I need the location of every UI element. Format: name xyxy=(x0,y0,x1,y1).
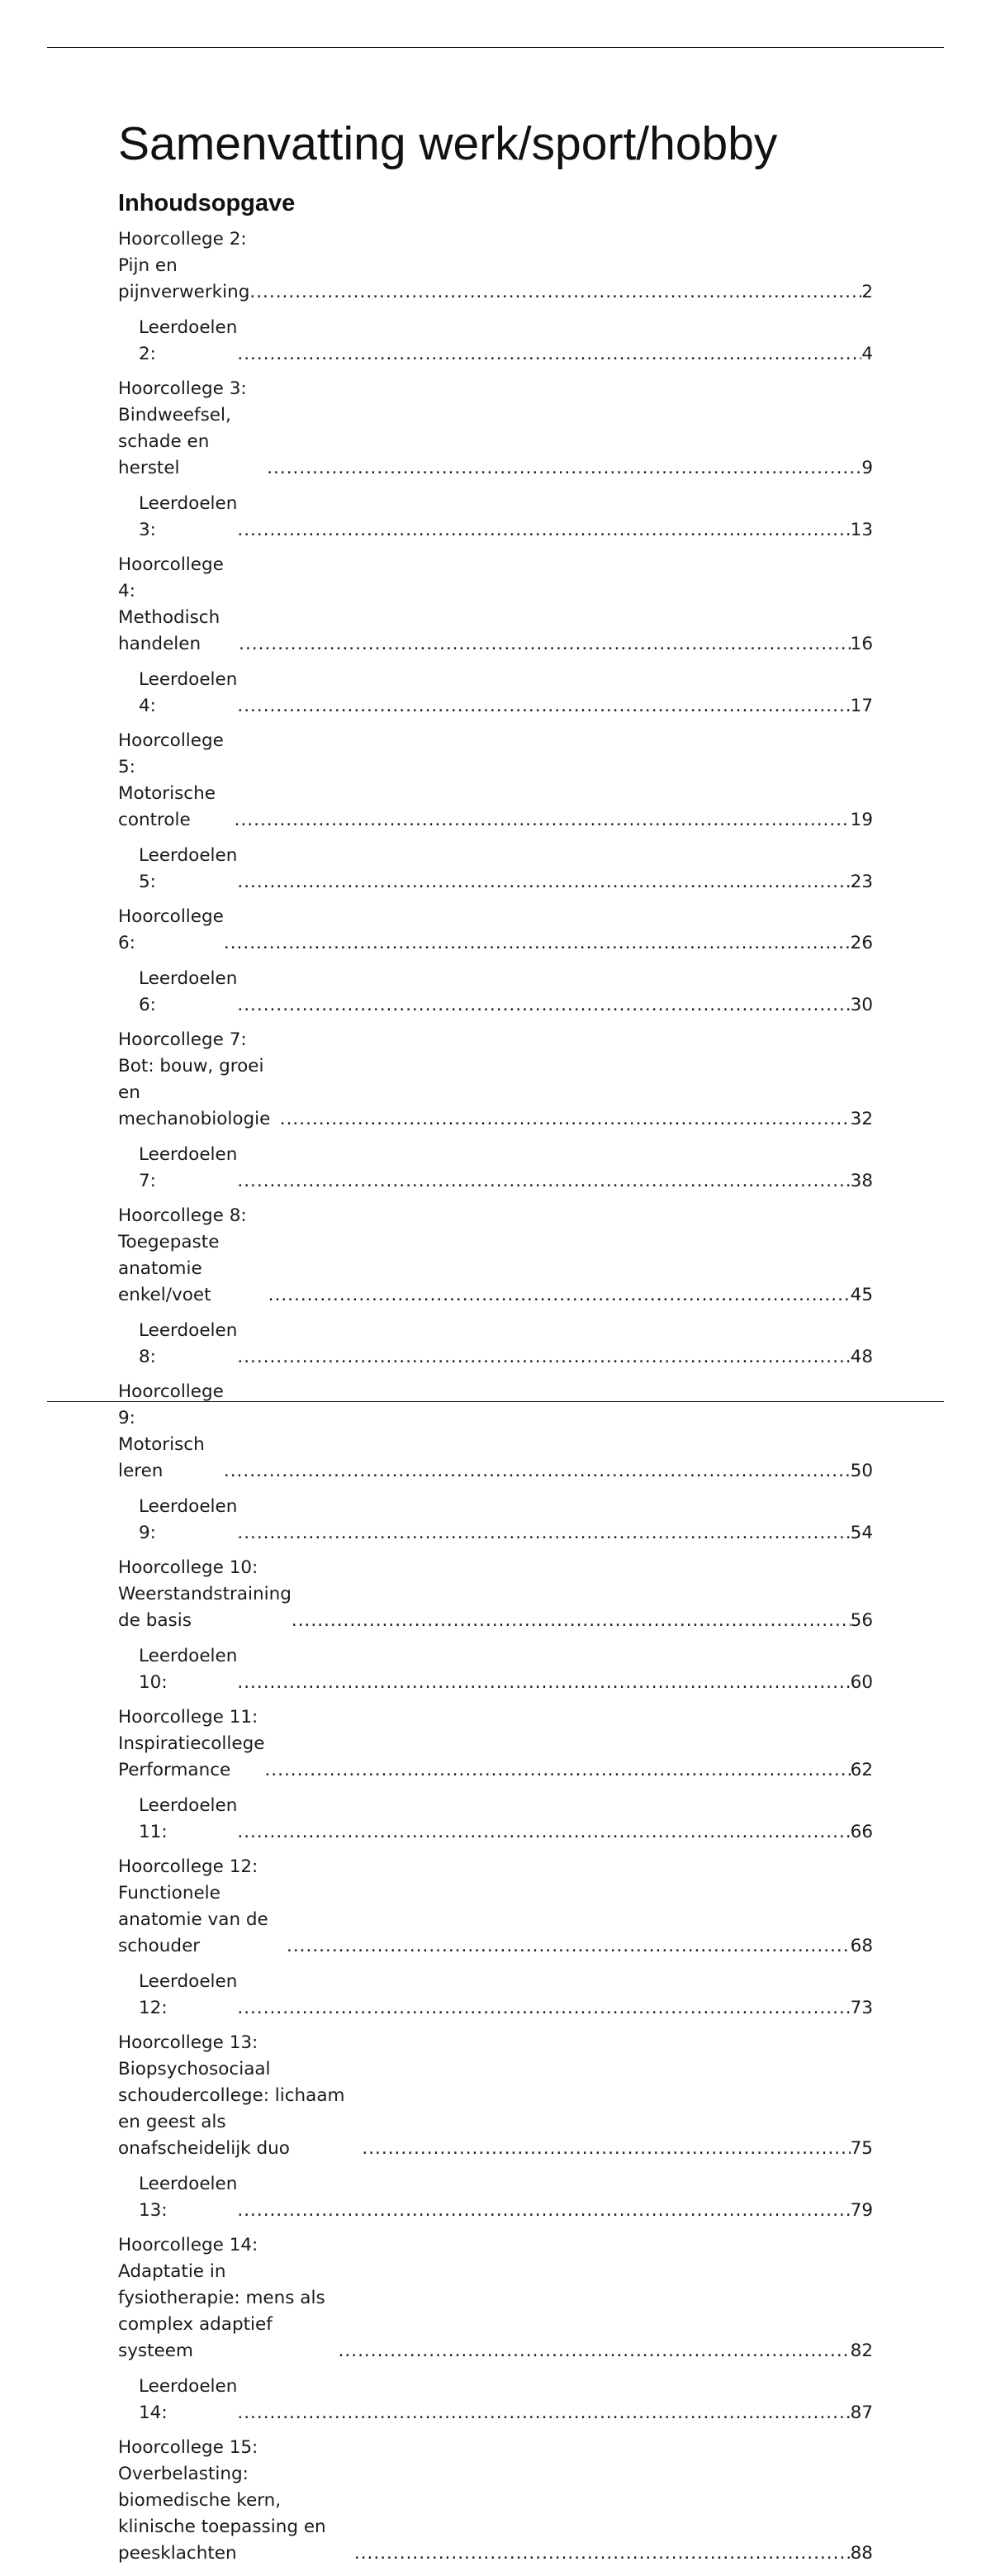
toc-entry-page: 50 xyxy=(850,1461,873,1481)
table-of-contents xyxy=(118,226,873,2567)
toc-entry-hoorcollege-8[interactable] xyxy=(118,1203,873,1309)
toc-entry-page: 82 xyxy=(850,2341,873,2361)
toc-leader-dots xyxy=(237,2400,850,2426)
toc-entry-leerdoelen-14[interactable] xyxy=(118,2374,873,2426)
toc-entry-label: Hoorcollege 10: Weerstandstraining de basis xyxy=(118,1557,292,1631)
toc-entry-leerdoelen-9[interactable] xyxy=(118,1494,873,1547)
toc-entry-hoorcollege-2[interactable] xyxy=(118,226,873,306)
toc-entry-page: 19 xyxy=(850,810,873,830)
toc-entry-page: 54 xyxy=(850,1522,873,1543)
toc-leader-dots xyxy=(237,992,850,1019)
toc-leader-dots xyxy=(237,1520,850,1547)
toc-entry-label: Hoorcollege 8: Toegepaste anatomie enkel/voet xyxy=(118,1205,247,1305)
footer-rule xyxy=(47,1401,944,1402)
toc-entry-label: Leerdoelen 13: xyxy=(139,2173,238,2221)
toc-entry-page: 75 xyxy=(850,2138,873,2159)
toc-entry-hoorcollege-7[interactable] xyxy=(118,1027,873,1133)
toc-entry-hoorcollege-9[interactable] xyxy=(118,1379,873,1485)
toc-entry-label: Leerdoelen 2: xyxy=(139,316,238,364)
toc-leader-dots xyxy=(239,631,851,658)
toc-entry-leerdoelen-12[interactable] xyxy=(118,1969,873,2022)
page-content xyxy=(118,116,873,2576)
toc-leader-dots xyxy=(237,1344,850,1371)
toc-entry-label: Hoorcollege 2: Pijn en pijnverwerking xyxy=(118,229,250,302)
toc-entry-leerdoelen-13[interactable] xyxy=(118,2171,873,2224)
toc-leader-dots xyxy=(224,1458,851,1485)
toc-entry-label: Hoorcollege 3: Bindweefsel, schade en herstel xyxy=(118,378,247,478)
toc-entry-label: Hoorcollege 7: Bot: bouw, groei en mechanobiologie xyxy=(118,1029,271,1129)
toc-entry-hoorcollege-13[interactable] xyxy=(118,2030,873,2162)
toc-leader-dots xyxy=(237,693,850,720)
toc-leader-dots xyxy=(237,2198,850,2224)
toc-entry-leerdoelen-2[interactable] xyxy=(118,315,873,368)
toc-entry-label: Leerdoelen 7: xyxy=(139,1143,238,1191)
toc-entry-label: Leerdoelen 6: xyxy=(139,967,238,1015)
toc-leader-dots xyxy=(249,279,861,306)
toc-entry-label: Hoorcollege 11: Inspiratiecollege Performance xyxy=(118,1707,265,1780)
toc-entry-leerdoelen-5[interactable] xyxy=(118,843,873,896)
toc-entry-label: Hoorcollege 13: Biopsychosociaal schoudercollege: lichaam en geest als onafscheidelijk duo xyxy=(118,2032,345,2159)
toc-leader-dots xyxy=(268,1282,851,1309)
toc-entry-hoorcollege-12[interactable] xyxy=(118,1854,873,1960)
toc-entry-page: 4 xyxy=(861,343,873,364)
toc-entry-page: 13 xyxy=(850,519,873,540)
toc-entry-label: Leerdoelen 9: xyxy=(139,1495,238,1543)
toc-entry-label: Leerdoelen 14: xyxy=(139,2375,238,2423)
toc-entry-label: Hoorcollege 5: Motorische controle xyxy=(118,730,224,830)
toc-entry-leerdoelen-7[interactable] xyxy=(118,1142,873,1195)
toc-entry-hoorcollege-10[interactable] xyxy=(118,1555,873,1634)
toc-leader-dots xyxy=(237,1819,850,1846)
toc-entry-page: 38 xyxy=(850,1170,873,1191)
toc-entry-hoorcollege-6[interactable] xyxy=(118,904,873,957)
toc-entry-page: 16 xyxy=(850,634,873,654)
toc-entry-label: Leerdoelen 12: xyxy=(139,1970,238,2018)
document-title: Samenvatting werk/sport/hobby xyxy=(118,117,778,170)
toc-leader-dots xyxy=(267,455,861,482)
toc-entry-label: Leerdoelen 11: xyxy=(139,1794,238,1842)
toc-leader-dots xyxy=(237,1995,850,2022)
toc-leader-dots xyxy=(280,1106,851,1133)
toc-heading: Inhoudsopgave xyxy=(118,190,296,216)
toc-entry-leerdoelen-3[interactable] xyxy=(118,491,873,544)
toc-entry-hoorcollege-5[interactable] xyxy=(118,728,873,834)
toc-leader-dots xyxy=(264,1757,850,1784)
toc-entry-leerdoelen-8[interactable] xyxy=(118,1318,873,1371)
toc-entry-page: 30 xyxy=(850,994,873,1015)
toc-entry-hoorcollege-4[interactable] xyxy=(118,552,873,658)
toc-entry-page: 87 xyxy=(850,2402,873,2423)
toc-entry-page: 2 xyxy=(861,282,873,302)
toc-leader-dots xyxy=(354,2540,851,2567)
toc-entry-page: 73 xyxy=(850,1997,873,2018)
toc-entry-page: 79 xyxy=(850,2199,873,2221)
toc-entry-page: 68 xyxy=(850,1936,873,1956)
toc-entry-leerdoelen-11[interactable] xyxy=(118,1793,873,1846)
toc-entry-label: Leerdoelen 8: xyxy=(139,1319,238,1367)
toc-entry-page: 62 xyxy=(850,1760,873,1780)
toc-entry-leerdoelen-4[interactable] xyxy=(118,667,873,720)
toc-entry-label: Leerdoelen 10: xyxy=(139,1645,238,1693)
toc-entry-label: Leerdoelen 5: xyxy=(139,844,238,892)
toc-entry-page: 23 xyxy=(850,871,873,892)
toc-leader-dots xyxy=(235,807,851,834)
toc-leader-dots xyxy=(237,1670,850,1696)
toc-leader-dots xyxy=(339,2338,851,2365)
toc-entry-hoorcollege-11[interactable] xyxy=(118,1704,873,1784)
toc-entry-page: 26 xyxy=(850,933,873,953)
toc-entry-label: Hoorcollege 6: xyxy=(118,906,224,953)
toc-entry-hoorcollege-3[interactable] xyxy=(118,376,873,482)
toc-entry-page: 56 xyxy=(850,1610,873,1631)
toc-entry-page: 88 xyxy=(850,2543,873,2564)
toc-entry-label: Hoorcollege 15: Overbelasting: biomedische kern, klinische toepassing en peesklachten xyxy=(118,2437,326,2564)
toc-entry-page: 32 xyxy=(850,1109,873,1129)
toc-entry-label: Hoorcollege 14: Adaptatie in fysiotherapie: mens als complex adaptief systeem xyxy=(118,2235,325,2361)
toc-entry-label: Hoorcollege 12: Functionele anatomie van de schouder xyxy=(118,1856,268,1956)
toc-entry-label: Hoorcollege 4: Methodisch handelen xyxy=(118,554,224,654)
toc-leader-dots xyxy=(237,341,861,368)
toc-entry-page: 9 xyxy=(861,458,873,478)
toc-entry-label: Hoorcollege 9: Motorisch leren xyxy=(118,1381,224,1481)
toc-entry-leerdoelen-10[interactable] xyxy=(118,1643,873,1696)
toc-entry-label: Leerdoelen 3: xyxy=(139,492,238,540)
toc-entry-page: 66 xyxy=(850,1821,873,1842)
toc-entry-hoorcollege-15[interactable] xyxy=(118,2435,873,2567)
toc-leader-dots xyxy=(362,2136,850,2162)
toc-leader-dots xyxy=(237,869,850,896)
toc-leader-dots xyxy=(237,1168,850,1195)
toc-entry-page: 45 xyxy=(850,1285,873,1305)
toc-leader-dots xyxy=(292,1608,851,1634)
toc-entry-leerdoelen-6[interactable] xyxy=(118,966,873,1019)
toc-leader-dots xyxy=(237,517,850,544)
header-rule xyxy=(47,47,944,48)
toc-leader-dots xyxy=(287,1933,851,1960)
toc-entry-page: 60 xyxy=(850,1671,873,1693)
toc-entry-label: Leerdoelen 4: xyxy=(139,668,238,716)
toc-entry-hoorcollege-14[interactable] xyxy=(118,2232,873,2365)
toc-leader-dots xyxy=(224,930,851,957)
toc-entry-page: 48 xyxy=(850,1346,873,1367)
toc-entry-page: 17 xyxy=(850,695,873,716)
